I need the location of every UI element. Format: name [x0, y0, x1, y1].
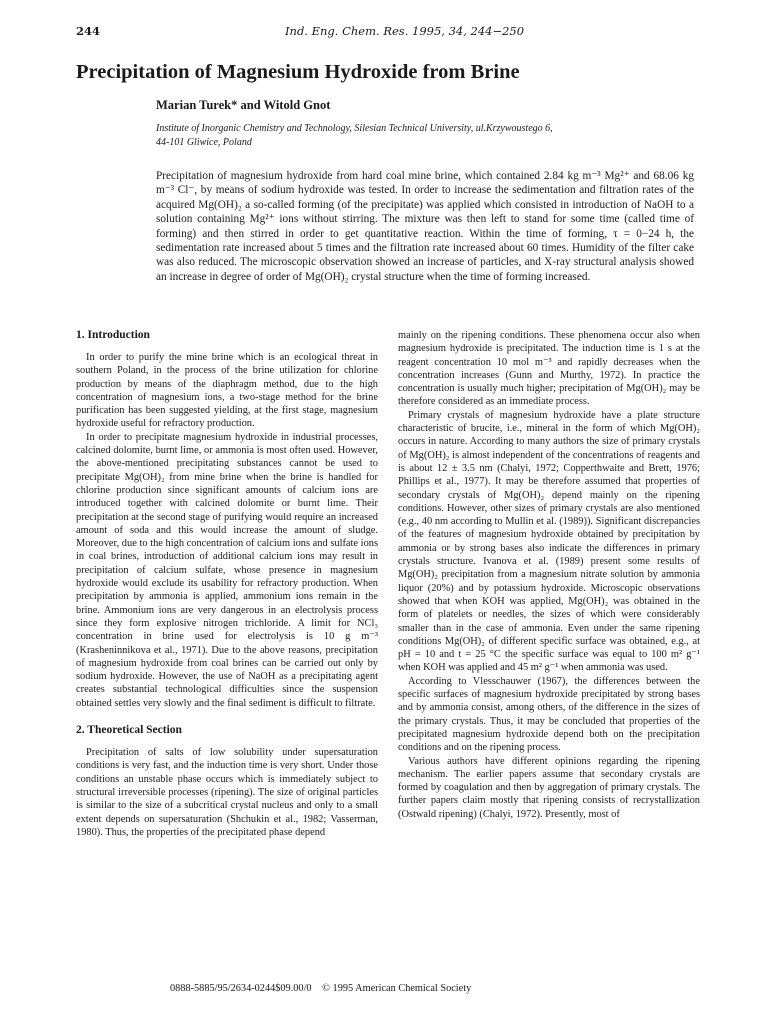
- theory-heading: 2. Theoretical Section: [76, 724, 182, 737]
- right-paragraph-2: Primary crystals of magnesium hydroxide have a plate structure characteristic of brucite, i.e., mineral in the form of which Mg(OH)₂ occurs in nature. According to many authors the size of primary crystals of Mg(OH)₂ is almost independent of the concentrations of reagents and is about 12 ± 3.5 nm (Chalyi, 1972; Copperthwaite and Brett, 1976; Phillips et al., 1977). It may be therefore assumed that properties of secondary crystals of Mg(OH)₂ depend mainly on the ripening conditions. However, other sizes of primary crystals are also mentioned (e.g., 40 nm according to Mullin et al. (1989)). Significant discrepancies of the features of magnesium hydroxide obtained by precipitation by ammonia or by strong bases also indicate the differences in primary crystals structure. Ivanova et al. (1989) present some results of Mg(OH)₂ precipitation from a magnesium nitrate solution by ammonia liquor (20%) and by potassium hydroxide. Microscopic observations showed that when KOH was applied, Mg(OH)₂ was obtained in the form of platelets or needles, the sizes of which were considerably smaller than in the case of ammonia. Even under the same ripening conditions Mg(OH)₂ of different specific surface was obtained, e.g., at pH = 10 and t = 25 °C the specific surface was equal to 100 m² g⁻¹ when KOH was applied and 45 m² g⁻¹ when ammonia was used.: [398, 409, 700, 674]
- affiliation-line-1: Institute of Inorganic Chemistry and Technology, Silesian Technical University, ul.Krzywoustego 6,: [156, 123, 553, 134]
- article-title: Precipitation of Magnesium Hydroxide from Brine: [76, 61, 520, 83]
- author-affiliation: [156, 122, 716, 149]
- intro-heading: 1. Introduction: [76, 329, 150, 341]
- page-footer: [170, 983, 479, 994]
- journal-citation: Ind. Eng. Chem. Res. 1995, 34, 244−250: [285, 24, 525, 38]
- running-header: [76, 24, 706, 40]
- article-authors: Marian Turek* and Witold Gnot: [156, 98, 331, 112]
- issn-code: 0888-5885/95/2634-0244$09.00/0: [170, 983, 312, 994]
- intro-paragraph-1: In order to purify the mine brine which is an ecological threat in southern Poland, in the process of the brine utilization for chlorine production by means of the diaphragm method, due to the high concentration of magnesium ions, a two-stage method for the brine purification has been suggested yielding, at the first stage, magnesium hydroxide useful for refractory production.: [76, 352, 378, 430]
- abstract: Precipitation of magnesium hydroxide from hard coal mine brine, which contained 2.84 kg m⁻³ Mg²⁺ and 68.06 kg m⁻³ Cl⁻, by means of sodium hydroxide was tested. In order to increase the sedimentation and filtration rates of the acquired Mg(OH)₂ a so-called forming (of the precipitate) was applied which consisted in introduction of NaOH to a solution containing Mg²⁺ ions without stirring. The mixture was then left to stand for some time (called time of forming) and then stirred in order to get quantitative reaction. Within the time of forming, τ = 0−24 h, the sedimentation rate increased about 5 times and the filtration rate increased about 60 times. Humidity of the filter cake was also reduced. The microscopic observation showed an increase of particles, and X-ray structural analysis showed an increase in degree of order of Mg(OH)₂ crystal structure when the time of forming increased.: [156, 170, 694, 283]
- theory-paragraph-1: Precipitation of salts of low solubility under supersaturation conditions is very fast, and the induction time is very short. Under those conditions an unstable phase occurs which is immediately subject to structural irreversible processes (ripening). The size of original particles is similar to the size of a subcritical crystal nucleus and only to a small extent depends on supersaturation (Shchukin et al., 1982; Vasserman, 1980). Thus, the properties of the precipitated phase depend: [76, 747, 378, 838]
- right-column: [398, 329, 700, 821]
- affiliation-line-2: 44-101 Gliwice, Poland: [156, 136, 252, 148]
- intro-paragraph-2: In order to precipitate magnesium hydroxide in industrial processes, calcined dolomite, burnt lime, or ammonia is most often used. However, the above-mentioned precipitating substances cannot be used to precipitate Mg(OH)₂ from mine brine when the brine is handled for chlorine production since significant amounts of calcium ions are introduced together with calcined dolomite or burnt lime. Their precipitation at the second stage of purifying would require an increased amount of soda and this would increase the amount of sludge. Moreover, due to the high concentration of calcium ions and sulfate ions in coal brines, introduction of additional calcium ions may result in precipitation of calcium sulfate, whose presence in magnesium hydroxide would exclude its usability for refractory production. When precipitation by ammonia is applied, ammonium ions remain in the brine. Ammonium ions are very dangerous in an electrolysis process since they form explosive nitrogen trichloride. A limit for NCl₃ concentration in brine used for electrolysis is 10 g m⁻³ (Krasheninnikova et al., 1971). Due to the above reasons, precipitation of magnesium hydroxide from coal brines can be carried out only by sodium hydroxide. However, the use of NaOH as a precipitating agent creates substantial technological difficulties since the suspension obtained settles very slowly and the final sediment is difficult to filtrate.: [76, 431, 378, 709]
- right-paragraph-3: According to Vlesschauwer (1967), the differences between the specific surfaces of magnesium hydroxide precipitated by strong bases and by ammonia consist, among others, of the difference in the sizes of the primary crystals. Thus, it may be concluded that properties of the precipitated magnesium hydroxide depend both on the precipitation conditions and on the ripening process.: [398, 675, 700, 754]
- left-column: [76, 328, 378, 839]
- right-paragraph-4: Various authors have different opinions regarding the ripening mechanism. The earlier papers assume that secondary crystals are formed by coagulation and then by aggregation of primary crystals. The further papers claim mostly that ripening consists of recrystallization (Ostwald ripening) (Chalyi, 1972). Presently, most of: [398, 755, 700, 820]
- right-paragraph-1: mainly on the ripening conditions. These phenomena occur also when magnesium hydroxide is precipitated. The induction time is 1 s at the reagent concentration 10 mol m⁻³ and rapidly decreases when the concentration increases (Gunn and Murthy, 1972). In practice the concentration is usually much higher; precipitation of Mg(OH)₂ may be therefore considered as an immediate process.: [398, 330, 700, 408]
- page-number: 244: [76, 24, 101, 38]
- copyright-notice: © 1995 American Chemical Society: [322, 983, 472, 994]
